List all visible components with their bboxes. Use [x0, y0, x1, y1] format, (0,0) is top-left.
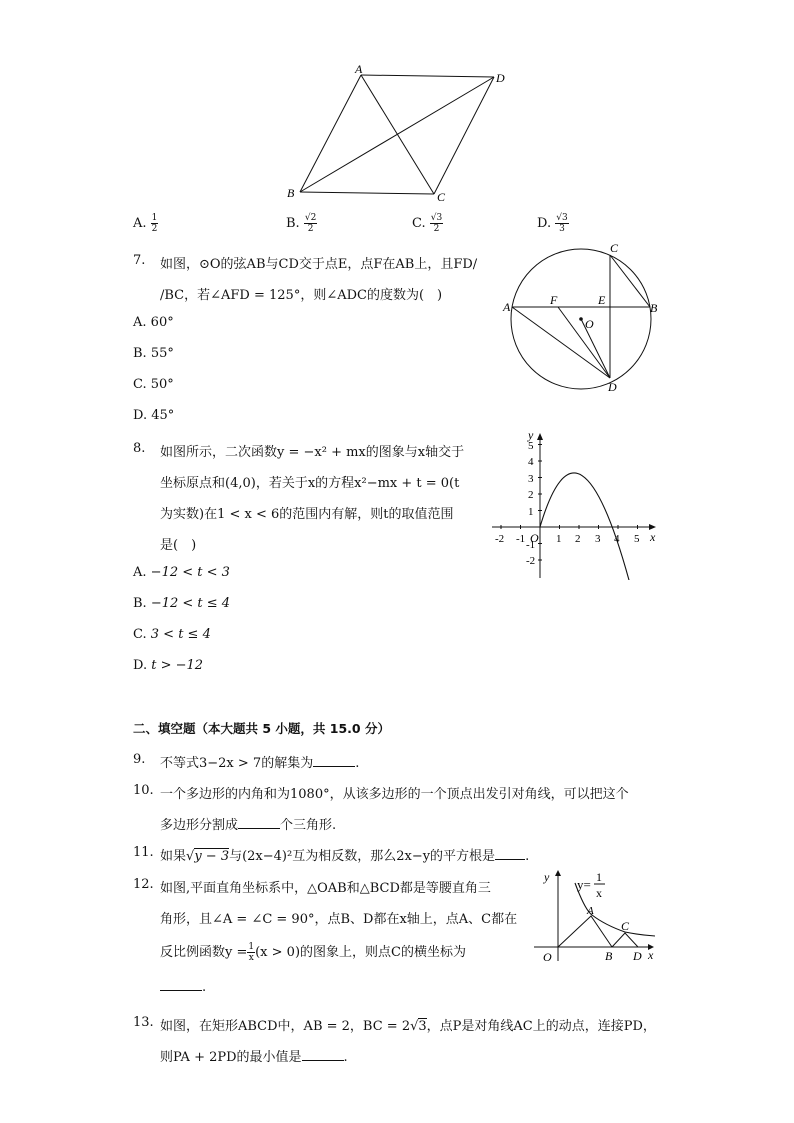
q8-xtick-4: 4 — [614, 533, 620, 545]
q7-text-line2: /BC，若∠AFD = 125°，则∠ADC的度数为( ) — [160, 288, 443, 303]
q9-number: 9. — [133, 752, 146, 767]
rhombus-figure — [280, 60, 520, 210]
q8-number: 8. — [133, 441, 146, 456]
q7-option-c: C. 50° — [133, 377, 174, 392]
q12-func-den: x — [596, 886, 602, 900]
q7-text-line1: 如图，⊙O的弦AB与CD交于点E，点F在AB上，且FD/ — [160, 257, 478, 272]
q12-fraction: $\frac{1}{x}$ — [248, 942, 255, 963]
q12-text-line4: . — [160, 978, 206, 995]
q6-option-c: C. $\frac{√3}{2}$ — [412, 213, 443, 234]
q7-option-d: D. 45° — [133, 408, 175, 423]
q10-text-line1: 一个多边形的内角和为1080°，从该多边形的一个顶点出发引对角线，可以把这个 — [160, 787, 629, 802]
q7-circle-figure — [500, 240, 665, 395]
q7-option-b: B. 55° — [133, 346, 174, 361]
q8-option-b: B. −12 < t ≤ 4 — [133, 596, 231, 611]
q8-ytick-1: 1 — [528, 506, 534, 518]
q12-hyperbola-figure — [530, 865, 660, 965]
q8-parabola-figure — [488, 428, 663, 580]
q6-option-b: B. $\frac{√2}{2}$ — [286, 213, 317, 234]
q10-number: 10. — [133, 783, 154, 798]
q8-ytick-m1: -1 — [526, 539, 536, 551]
q8-xtick-m1: -1 — [516, 533, 526, 545]
q11-text: 如果√y − 3与(2x−4)²互为相反数，那么2x−y的平方根是 . — [160, 849, 530, 864]
q7-label-d: D — [608, 380, 617, 394]
q8-ytick-m2: -2 — [526, 555, 536, 567]
q6-option-c-fraction: $\frac{√3}{2}$ — [430, 213, 443, 234]
q7-label-a: A — [503, 300, 511, 314]
q6-option-d: D. $\frac{√3}{3}$ — [537, 213, 568, 234]
q8-ytick-5: 5 — [528, 440, 534, 452]
q7-label-f: F — [550, 293, 558, 307]
q8-xtick-5: 5 — [634, 533, 640, 545]
q13-sqrt: √3 — [410, 1019, 427, 1034]
q7-label-e: E — [598, 293, 606, 307]
q13-text-line1: 如图，在矩形ABCD中，AB = 2，BC = 2√3，点P是对角线AC上的动点，连接PD， — [160, 1019, 656, 1034]
q12-number: 12. — [133, 877, 154, 892]
q8-option-d: D. t > −12 — [133, 658, 204, 673]
q6-option-a-fraction: $\frac{1}{2}$ — [151, 213, 158, 234]
q9-answer-blank[interactable] — [313, 754, 355, 767]
q7-label-b: B — [650, 301, 658, 315]
rhombus-label-c: C — [437, 190, 446, 204]
q8-text-line2: 坐标原点和(4,0)，若关于x的方程x²−mx + t = 0(t — [160, 476, 460, 491]
q7-label-o: O — [585, 317, 594, 331]
section-title-fill-in: 二、填空题（本大题共 5 小题，共 15.0 分） — [133, 721, 390, 736]
q12-text-line2: 角形，且∠A = ∠C = 90°，点B、D都在x轴上，点A、C都在 — [160, 912, 518, 927]
q6-option-d-fraction: $\frac{√3}{3}$ — [556, 213, 568, 234]
q7-number: 7. — [133, 253, 146, 268]
q8-axis-label-x: x — [650, 530, 656, 544]
q13-number: 13. — [133, 1015, 154, 1030]
q12-text-line1: 如图,平面直角坐标系中，△OAB和△BCD都是等腰直角三 — [160, 881, 491, 896]
q8-ytick-3: 3 — [528, 473, 534, 485]
q8-ytick-4: 4 — [528, 456, 534, 468]
q12-func-label: y= — [577, 877, 591, 892]
q8-xtick-1: 1 — [556, 533, 562, 545]
q8-ytick-2: 2 — [528, 489, 534, 501]
q9-text: 不等式3−2x > 7的解集为 . — [160, 756, 360, 771]
q8-option-c: C. 3 < t ≤ 4 — [133, 627, 211, 642]
q6-option-a: A. $\frac{1}{2}$ — [133, 213, 158, 234]
q13-text-line2: 则PA + 2PD的最小值是 . — [160, 1050, 348, 1065]
q8-text-line1: 如图所示，二次函数y = −x² + mx的图象与x轴交于 — [160, 445, 465, 460]
q8-text-line4: 是( ) — [160, 538, 197, 553]
rhombus-label-d: D — [496, 71, 505, 85]
q12-label-d: D — [633, 949, 642, 963]
q12-text-line3: 反比例函数y = $\frac{1}{x}$ (x > 0)的图象上，则点C的横坐标为 — [160, 942, 466, 963]
q10-text-line2: 多边形分割成 个三角形. — [160, 818, 337, 833]
q12-axis-label-y: y — [544, 870, 550, 884]
q8-origin-label: O — [530, 531, 539, 545]
q12-label-a: A — [587, 905, 594, 917]
q12-axis-label-x: x — [648, 948, 654, 962]
q12-label-b: B — [605, 949, 613, 963]
rhombus-label-a: A — [355, 62, 363, 76]
q8-axis-label-y: y — [528, 428, 534, 442]
q12-func-num: 1 — [596, 870, 602, 884]
q7-option-a: A. 60° — [133, 315, 174, 330]
q11-number: 11. — [133, 845, 154, 860]
q12-answer-blank[interactable] — [160, 978, 202, 991]
q8-xtick-3: 3 — [595, 533, 601, 545]
q6-option-b-fraction: $\frac{√2}{2}$ — [304, 213, 317, 234]
q13-answer-blank[interactable] — [302, 1048, 344, 1061]
q10-answer-blank[interactable] — [238, 816, 280, 829]
q8-text-line3: 为实数)在1 < x < 6的范围内有解，则t的取值范围 — [160, 507, 454, 522]
q7-label-c: C — [610, 241, 619, 255]
q11-answer-blank[interactable] — [495, 847, 525, 860]
q8-xtick-2: 2 — [575, 533, 581, 545]
q11-sqrt: √y − 3 — [186, 849, 230, 864]
q12-label-o: O — [543, 950, 552, 964]
rhombus-label-b: B — [287, 186, 295, 200]
q8-xtick-m2: -2 — [495, 533, 505, 545]
q8-option-a: A. −12 < t < 3 — [133, 565, 230, 580]
q12-label-c: C — [621, 919, 630, 933]
